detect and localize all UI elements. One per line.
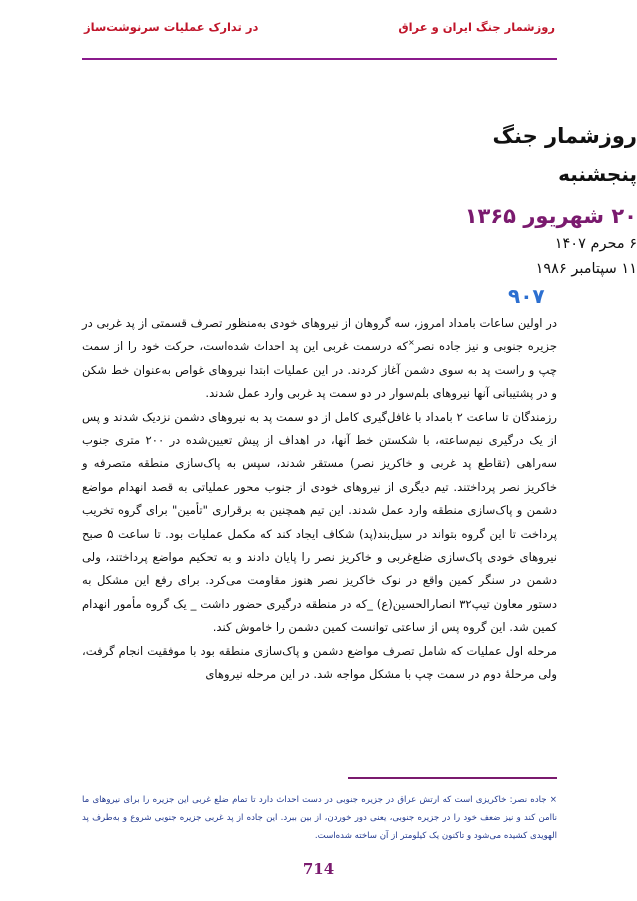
book-title: روزشمار جنگ: [492, 124, 637, 148]
entry-body: [82, 312, 557, 687]
hijri-date: ۶ محرم ۱۴۰۷: [554, 236, 637, 252]
body-paragraph-1: [82, 312, 557, 406]
running-header-book-title: روزشمار جنگ ایران و عراق: [398, 20, 555, 34]
running-header: [84, 20, 555, 40]
header-rule: [82, 58, 557, 60]
weekday-heading: پنجشنبه: [558, 162, 637, 186]
body-paragraph-3: مرحله اول عملیات که شامل تصرف مواضع دشمن و پاک‌سازی منطقه بود با موفقیت انجام گرفت، ولی مرحلهٔ دوم در سمت چپ با مشکل مواجه شد. در این مرحله نیروهای: [82, 643, 557, 682]
body-paragraph-2: رزمندگان تا ساعت ۲ بامداد با غافل‌گیری کامل از دو سمت پد به نیروهای دشمن نزدیک شدند و پس از یک درگیری نیم‌ساعته، با شکستن خط آنها، در اهداف از پیش تعیین‌شده در ۲۰۰ متری جنوب سه‌راهی (تقاطع پد غربی و خاکریز نصر) مستقر شدند، سپس به پاک‌سازی منطقه متصرفه و خاکریز نصر پرداختند. تیم دیگری از نیروهای خودی از جنوب محور عملیاتی به قصد انهدام مواضع دشمن و پاک‌سازی منطقه وارد عمل شدند. این تیم همچنین به برقراری "تأمین" برای گروه تخریب پرداخت تا این گروه بتواند در سیل‌بند(پد) شکاف ایجاد کند که مکمل عملیات بود. تا ساعت ۵ صبح نیروهای خودی پاک‌سازی ضلع‌غربی و خاکریز نصر را پایان دادند و به تحکیم مواضع پرداختند، ولی دشمن در سنگر کمین واقع در نوک خاکریز نصر هنوز مقاومت می‌کرد. برای رفع این مشکل به دستور معاون تیپ۳۲ انصارالحسین(ع) _که در منطقه درگیری حضور داشت _ یک گروه مأمور انهدام کمین شد. این گروه پس از ساعتی توانست کمین دشمن را خاموش کند.: [82, 409, 558, 635]
entry-number: ۹۰۷: [508, 284, 545, 308]
footnote-rule: [348, 777, 557, 779]
paragraph-1-part-b: که درسمت غربی این پد احداث شده‌است، حرکت خود را از سمت چپ و راست پد به سوی دشمن آغاز کردند. در این عملیات ابتدا نیروهای غواص به‌عنوان خط شکن و در پشتیبانی آنها نیروهای بلم‌سوار در دو سمت پد غربی وارد عمل شدند.: [82, 339, 557, 401]
footnote: × جاده نصر: خاکریزی است که ارتش عراق در جزیره جنوبی در دست احداث دارد تا تمام ضلع غربی این جزیره را برای نیروهای ما ناامن کند و نیز ضعف خود را در جزیره جنوبی، یعنی دور خوردن، از بین ببرد. این جاده از پد غربی جزیره جنوبی شروع و به‌طرف پد الهویدی کشیده می‌شود و تاکنون یک کیلومتر از آن ساخته شده‌است.: [82, 795, 557, 842]
solar-date-heading: ۲۰ شهریور ۱۳۶۵: [464, 204, 637, 228]
gregorian-date: ۱۱ سپتامبر ۱۹۸۶: [535, 261, 637, 277]
running-header-chapter-title: در تدارک عملیات سرنوشت‌ساز: [84, 20, 259, 34]
footnote-marker: ×: [407, 338, 415, 348]
page-number: 714: [302, 860, 335, 878]
paragraph-1-part-a: در اولین ساعات بامداد امروز، سه گروهان از نیروهای خودی به‌منظور تصرف قسمتی از پد غربی در جزیره جنوبی و نیز جاده نصر: [82, 316, 557, 354]
